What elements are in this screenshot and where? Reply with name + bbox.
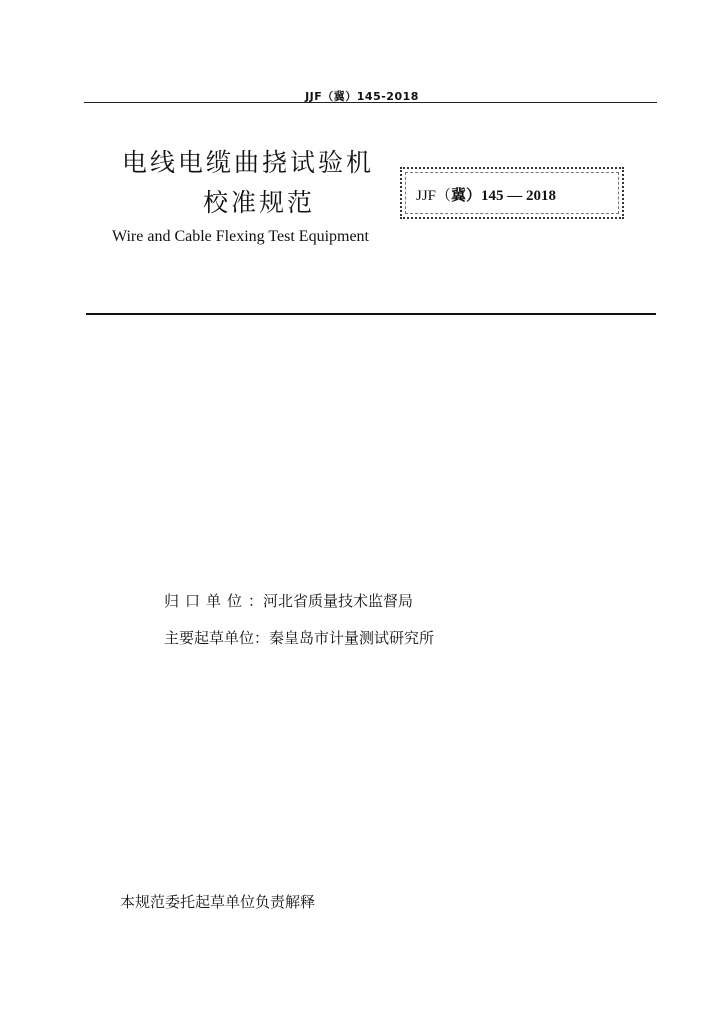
title-chinese-line1: 电线电缆曲挠试验机 — [122, 148, 375, 177]
standard-code-prefix: JJF（ — [416, 188, 452, 204]
administering-unit-colon: ： — [248, 592, 264, 610]
title-chinese-line2: 校准规范 — [203, 188, 316, 217]
administering-unit-label: 归口单位 — [164, 592, 249, 610]
standard-code-province: 冀 — [451, 188, 467, 204]
drafting-unit-label: 主要起草单位 — [164, 629, 255, 647]
title-english: Wire and Cable Flexing Test Equipment — [112, 228, 369, 245]
administering-unit-value: 河北省质量技术监督局 — [263, 592, 414, 610]
interpretation-note: 本规范委托起草单位负责解释 — [120, 893, 316, 911]
standard-code-box — [400, 167, 624, 219]
standard-code — [416, 184, 556, 205]
drafting-unit-colon: ： — [254, 629, 270, 647]
info-row-drafting-unit — [164, 627, 434, 648]
standard-code-suffix: ）145 — 2018 — [466, 188, 557, 204]
header-divider — [84, 102, 657, 103]
main-divider — [86, 313, 656, 315]
drafting-unit-value: 秦皇岛市计量测试研究所 — [269, 629, 435, 647]
header-standard-code: JJF（冀）145-2018 — [305, 90, 419, 103]
info-row-administering-unit — [164, 590, 413, 611]
